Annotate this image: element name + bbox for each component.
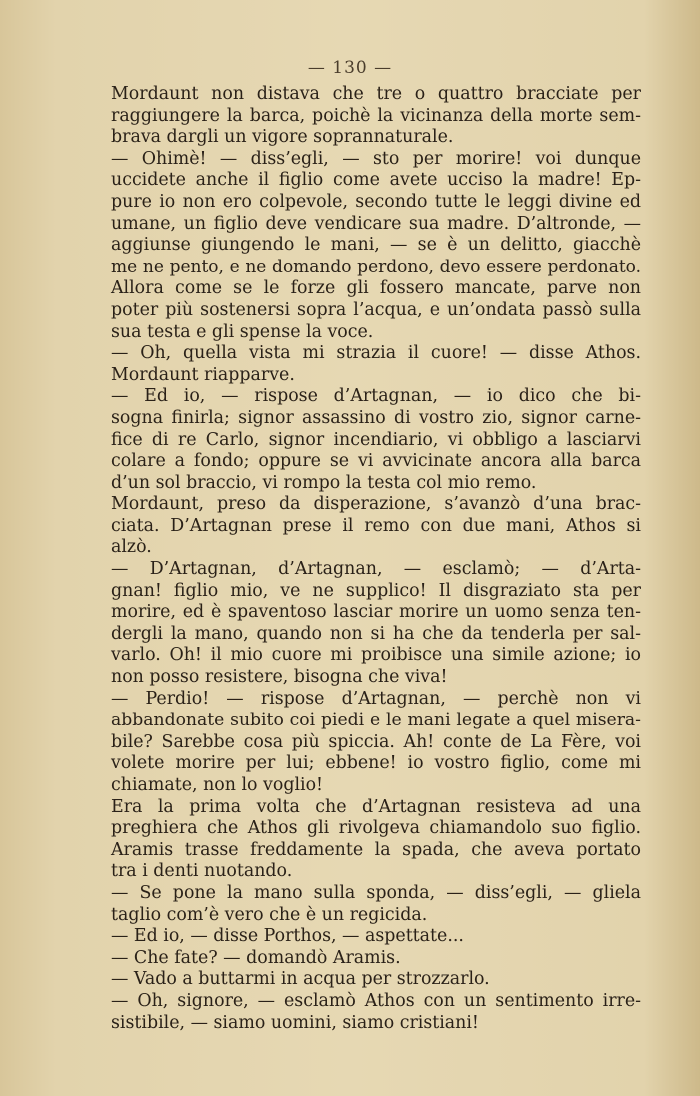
text-line: — Ohimè! — diss’egli, — sto per morire! voi dunque [111, 148, 641, 169]
text-line: gnan! figlio mio, ve ne supplico! Il disgraziato sta per [111, 580, 641, 601]
text-line: sua testa e gli spense la voce. [111, 321, 374, 342]
text-line: brava dargli un vigore soprannaturale. [111, 127, 454, 148]
body-text [111, 84, 641, 1034]
text-line: non posso resistere, bisogna che viva! [111, 667, 448, 688]
text-line: bile? Sarebbe cosa più spiccia. Ah! conte de La Fère, voi [111, 731, 641, 752]
text-line: morire, ed è spaventoso lasciar morire un uomo senza ten- [111, 602, 641, 623]
text-line: Allora come se le forze gli fossero mancate, parve non [111, 278, 641, 299]
text-line: dergli la mano, quando non si ha che da tenderla per sal- [111, 623, 641, 644]
text-line: preghiera che Athos gli rivolgeva chiamandolo suo figlio. [111, 818, 641, 839]
text-line: Aramis trasse freddamente la spada, che aveva portato [111, 839, 641, 860]
text-line: — Oh, signore, — esclamò Athos con un sentimento irre- [111, 990, 641, 1011]
text-line: tra i denti nuotando. [111, 861, 293, 882]
text-line: umane, un figlio deve vendicare sua madre. D’altronde, — [111, 213, 641, 234]
text-line: uccidete anche il figlio come avete ucciso la madre! Ep- [111, 170, 641, 191]
text-line: — D’Artagnan, d’Artagnan, — esclamò; — d’Arta- [111, 559, 641, 580]
text-line: d’un sol braccio, vi rompo la testa col mio remo. [111, 472, 537, 493]
text-line: abbandonate subito coi piedi e le mani legate a quel misera- [111, 710, 641, 731]
text-line: volete morire per lui; ebbene! io vostro figlio, come mi [111, 753, 641, 774]
text-line: — Ed io, — disse Porthos, — aspettate... [111, 926, 464, 947]
text-line: chiamate, non lo voglio! [111, 775, 324, 795]
text-line: varlo. Oh! il mio cuore mi proibisce una simile azione; io [111, 645, 641, 666]
text-line: sogna finirla; signor assassino di vostro zio, signor carne- [111, 407, 641, 428]
text-line: pure io non ero colpevole, secondo tutte le leggi divine ed [111, 191, 641, 212]
text-line: — Perdio! — rispose d’Artagnan, — perchè non vi [111, 688, 641, 709]
text-line: me ne pento, e ne domando perdono, devo essere perdonato. [111, 256, 641, 277]
text-line: aggiunse giungendo le mani, — se è un delitto, giacchè [111, 235, 641, 256]
text-line: raggiungere la barca, poichè la vicinanza della morte sem- [111, 105, 641, 126]
text-line: — Ed io, — rispose d’Artagnan, — io dico che bi- [111, 386, 641, 407]
text-line: poter più sostenersi sopra l’acqua, e un’ondata passò sulla [111, 299, 641, 320]
text-line: Mordaunt, preso da disperazione, s’avanzò d’una brac- [111, 494, 641, 515]
text-line: ciata. D’Artagnan prese il remo con due mani, Athos si [111, 515, 641, 536]
text-line: Era la prima volta che d’Artagnan resisteva ad una [111, 796, 641, 817]
text-line: — Oh, quella vista mi strazia il cuore! — disse Athos. [111, 343, 641, 364]
text-line: — Che fate? — domandò Aramis. [111, 947, 401, 968]
text-line: fice di re Carlo, signor incendiario, vi obbligo a lasciarvi [111, 429, 641, 450]
text-line: alzò. [111, 537, 152, 558]
text-line: taglio com’è vero che è un regicida. [111, 904, 428, 925]
text-line: sistibile, — siamo uomini, siamo cristiani! [111, 1012, 479, 1033]
text-line: Mordaunt riapparve. [111, 364, 295, 385]
text-line: Mordaunt non distava che tre o quattro bracciate per [111, 84, 641, 104]
text-line: colare a fondo; oppure se vi avvicinate ancora alla barca [111, 451, 641, 472]
text-line: — Vado a buttarmi in acqua per strozzarlo. [111, 969, 490, 990]
page-number: — 130 — [307, 58, 393, 78]
text-line: — Se pone la mano sulla sponda, — diss’egli, — gliela [111, 882, 641, 903]
